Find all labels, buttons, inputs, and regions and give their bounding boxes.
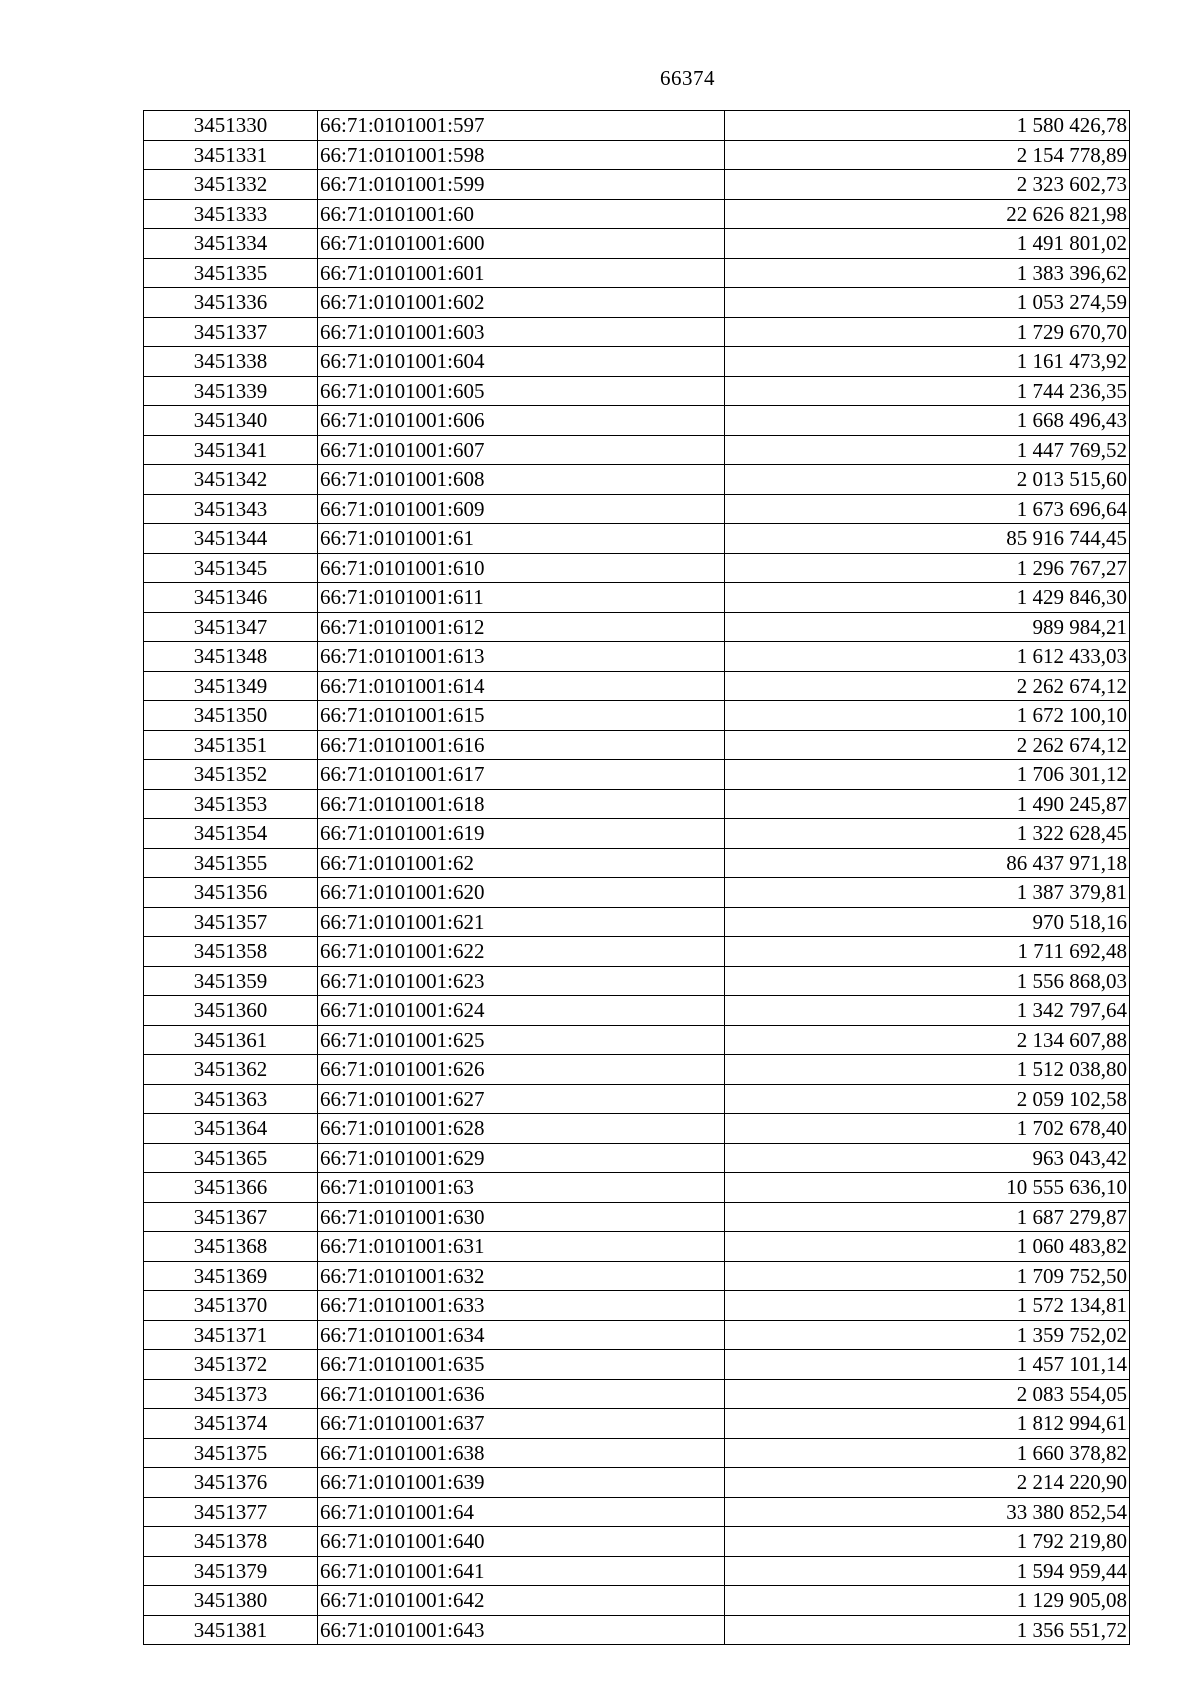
cadastral-value-cell: 1 129 905,08 [725,1586,1130,1616]
table-row [144,170,1130,200]
cadastral-value-cell: 1 359 752,02 [725,1320,1130,1350]
row-id-cell: 3451350 [144,701,318,731]
row-id-cell: 3451342 [144,465,318,495]
cadastral-value-cell: 1 729 670,70 [725,317,1130,347]
cadastral-number-cell: 66:71:0101001:600 [318,229,725,259]
cadastral-number-cell: 66:71:0101001:621 [318,907,725,937]
cadastral-value-cell: 1 702 678,40 [725,1114,1130,1144]
cadastral-value-cell: 1 053 274,59 [725,288,1130,318]
table-row [144,642,1130,672]
cadastral-number-cell: 66:71:0101001:643 [318,1615,725,1645]
cadastral-number-cell: 66:71:0101001:639 [318,1468,725,1498]
row-id-cell: 3451340 [144,406,318,436]
cadastral-number-cell: 66:71:0101001:628 [318,1114,725,1144]
cadastral-number-cell: 66:71:0101001:597 [318,111,725,141]
cadastral-value-cell: 1 812 994,61 [725,1409,1130,1439]
row-id-cell: 3451344 [144,524,318,554]
row-id-cell: 3451378 [144,1527,318,1557]
cadastral-number-cell: 66:71:0101001:62 [318,848,725,878]
row-id-cell: 3451360 [144,996,318,1026]
table-row [144,1350,1130,1380]
table-row [144,406,1130,436]
row-id-cell: 3451355 [144,848,318,878]
cadastral-number-cell: 66:71:0101001:612 [318,612,725,642]
row-id-cell: 3451334 [144,229,318,259]
cadastral-number-cell: 66:71:0101001:625 [318,1025,725,1055]
row-id-cell: 3451361 [144,1025,318,1055]
row-id-cell: 3451336 [144,288,318,318]
table-row [144,494,1130,524]
table-row [144,878,1130,908]
cadastral-number-cell: 66:71:0101001:607 [318,435,725,465]
cadastral-number-cell: 66:71:0101001:634 [318,1320,725,1350]
cadastral-number-cell: 66:71:0101001:609 [318,494,725,524]
table-row [144,848,1130,878]
row-id-cell: 3451366 [144,1173,318,1203]
cadastral-value-cell: 963 043,42 [725,1143,1130,1173]
table-row [144,465,1130,495]
cadastral-value-cell: 1 457 101,14 [725,1350,1130,1380]
row-id-cell: 3451353 [144,789,318,819]
cadastral-value-cell: 1 594 959,44 [725,1556,1130,1586]
cadastral-number-cell: 66:71:0101001:642 [318,1586,725,1616]
cadastral-value-cell: 989 984,21 [725,612,1130,642]
table-row [144,1438,1130,1468]
cadastral-value-cell: 2 262 674,12 [725,671,1130,701]
table-row [144,1586,1130,1616]
table-row [144,583,1130,613]
row-id-cell: 3451371 [144,1320,318,1350]
cadastral-value-cell: 1 672 100,10 [725,701,1130,731]
row-id-cell: 3451372 [144,1350,318,1380]
table-row [144,1055,1130,1085]
cadastral-value-cell: 1 490 245,87 [725,789,1130,819]
table-row [144,1114,1130,1144]
table-row [144,1025,1130,1055]
cadastral-value-cell: 1 572 134,81 [725,1291,1130,1321]
page-number: 66374 [660,66,715,90]
row-id-cell: 3451373 [144,1379,318,1409]
cadastral-number-cell: 66:71:0101001:627 [318,1084,725,1114]
cadastral-number-cell: 66:71:0101001:599 [318,170,725,200]
cadastral-value-cell: 1 491 801,02 [725,229,1130,259]
table-row [144,288,1130,318]
cadastral-value-cell: 1 792 219,80 [725,1527,1130,1557]
row-id-cell: 3451331 [144,140,318,170]
cadastral-number-cell: 66:71:0101001:60 [318,199,725,229]
cadastral-value-cell: 1 512 038,80 [725,1055,1130,1085]
row-id-cell: 3451359 [144,966,318,996]
table-row [144,1084,1130,1114]
cadastral-value-cell: 1 660 378,82 [725,1438,1130,1468]
table-row [144,612,1130,642]
row-id-cell: 3451370 [144,1291,318,1321]
row-id-cell: 3451347 [144,612,318,642]
cadastral-value-cell: 1 612 433,03 [725,642,1130,672]
cadastral-number-cell: 66:71:0101001:622 [318,937,725,967]
cadastral-value-cell: 1 429 846,30 [725,583,1130,613]
row-id-cell: 3451348 [144,642,318,672]
cadastral-value-cell: 22 626 821,98 [725,199,1130,229]
table-row [144,1202,1130,1232]
table-row [144,907,1130,937]
table-body [144,111,1130,1645]
table-row [144,229,1130,259]
table-row [144,317,1130,347]
cadastral-value-cell: 2 323 602,73 [725,170,1130,200]
cadastral-value-cell: 1 744 236,35 [725,376,1130,406]
cadastral-value-cell: 1 706 301,12 [725,760,1130,790]
row-id-cell: 3451380 [144,1586,318,1616]
row-id-cell: 3451352 [144,760,318,790]
cadastral-value-cell: 2 134 607,88 [725,1025,1130,1055]
row-id-cell: 3451339 [144,376,318,406]
table-row [144,1261,1130,1291]
cadastral-value-cell: 1 711 692,48 [725,937,1130,967]
table-row [144,347,1130,377]
cadastral-number-cell: 66:71:0101001:606 [318,406,725,436]
cadastral-value-cell: 1 673 696,64 [725,494,1130,524]
row-id-cell: 3451354 [144,819,318,849]
cadastral-number-cell: 66:71:0101001:613 [318,642,725,672]
table-row [144,996,1130,1026]
cadastral-number-cell: 66:71:0101001:630 [318,1202,725,1232]
row-id-cell: 3451374 [144,1409,318,1439]
cadastral-value-cell: 970 518,16 [725,907,1130,937]
cadastral-number-cell: 66:71:0101001:623 [318,966,725,996]
cadastral-number-cell: 66:71:0101001:618 [318,789,725,819]
cadastral-number-cell: 66:71:0101001:614 [318,671,725,701]
cadastral-value-cell: 2 059 102,58 [725,1084,1130,1114]
table-row [144,1409,1130,1439]
table-row [144,730,1130,760]
cadastral-value-cell: 1 060 483,82 [725,1232,1130,1262]
cadastral-number-cell: 66:71:0101001:619 [318,819,725,849]
row-id-cell: 3451363 [144,1084,318,1114]
row-id-cell: 3451332 [144,170,318,200]
table-row [144,1291,1130,1321]
table-row [144,1556,1130,1586]
cadastral-value-cell: 1 556 868,03 [725,966,1130,996]
table-row [144,1143,1130,1173]
cadastral-number-cell: 66:71:0101001:632 [318,1261,725,1291]
cadastral-value-cell: 1 447 769,52 [725,435,1130,465]
table-row [144,789,1130,819]
table-row [144,937,1130,967]
row-id-cell: 3451346 [144,583,318,613]
cadastral-value-cell: 1 296 767,27 [725,553,1130,583]
row-id-cell: 3451356 [144,878,318,908]
cadastral-number-cell: 66:71:0101001:611 [318,583,725,613]
row-id-cell: 3451364 [144,1114,318,1144]
row-id-cell: 3451379 [144,1556,318,1586]
cadastral-number-cell: 66:71:0101001:616 [318,730,725,760]
cadastral-number-cell: 66:71:0101001:605 [318,376,725,406]
row-id-cell: 3451341 [144,435,318,465]
cadastral-value-cell: 1 322 628,45 [725,819,1130,849]
table-row [144,1232,1130,1262]
table-row [144,553,1130,583]
cadastral-number-cell: 66:71:0101001:64 [318,1497,725,1527]
cadastral-number-cell: 66:71:0101001:604 [318,347,725,377]
row-id-cell: 3451343 [144,494,318,524]
cadastral-value-cell: 1 356 551,72 [725,1615,1130,1645]
row-id-cell: 3451377 [144,1497,318,1527]
row-id-cell: 3451349 [144,671,318,701]
cadastral-value-cell: 1 161 473,92 [725,347,1130,377]
cadastral-value-cell: 2 214 220,90 [725,1468,1130,1498]
cadastral-number-cell: 66:71:0101001:636 [318,1379,725,1409]
cadastral-number-cell: 66:71:0101001:641 [318,1556,725,1586]
cadastral-number-cell: 66:71:0101001:640 [318,1527,725,1557]
cadastral-value-cell: 86 437 971,18 [725,848,1130,878]
table-row [144,671,1130,701]
row-id-cell: 3451333 [144,199,318,229]
row-id-cell: 3451330 [144,111,318,141]
row-id-cell: 3451358 [144,937,318,967]
cadastral-number-cell: 66:71:0101001:601 [318,258,725,288]
row-id-cell: 3451351 [144,730,318,760]
cadastral-value-cell: 1 383 396,62 [725,258,1130,288]
cadastral-number-cell: 66:71:0101001:608 [318,465,725,495]
row-id-cell: 3451338 [144,347,318,377]
row-id-cell: 3451345 [144,553,318,583]
cadastral-value-cell: 1 687 279,87 [725,1202,1130,1232]
cadastral-number-cell: 66:71:0101001:598 [318,140,725,170]
cadastral-value-cell: 1 709 752,50 [725,1261,1130,1291]
cadastral-value-cell: 85 916 744,45 [725,524,1130,554]
cadastral-number-cell: 66:71:0101001:629 [318,1143,725,1173]
cadastral-value-cell: 1 342 797,64 [725,996,1130,1026]
row-id-cell: 3451335 [144,258,318,288]
cadastral-value-cell: 33 380 852,54 [725,1497,1130,1527]
cadastral-value-cell: 2 154 778,89 [725,140,1130,170]
row-id-cell: 3451369 [144,1261,318,1291]
table-row [144,760,1130,790]
table-row [144,1468,1130,1498]
row-id-cell: 3451362 [144,1055,318,1085]
table-row [144,701,1130,731]
cadastral-number-cell: 66:71:0101001:602 [318,288,725,318]
table-row [144,966,1130,996]
cadastral-value-cell: 1 580 426,78 [725,111,1130,141]
cadastral-value-cell: 2 013 515,60 [725,465,1130,495]
table-row [144,1379,1130,1409]
cadastral-number-cell: 66:71:0101001:63 [318,1173,725,1203]
row-id-cell: 3451367 [144,1202,318,1232]
cadastral-number-cell: 66:71:0101001:610 [318,553,725,583]
cadastral-number-cell: 66:71:0101001:624 [318,996,725,1026]
row-id-cell: 3451381 [144,1615,318,1645]
cadastral-number-cell: 66:71:0101001:637 [318,1409,725,1439]
row-id-cell: 3451357 [144,907,318,937]
cadastral-number-cell: 66:71:0101001:635 [318,1350,725,1380]
table-row [144,435,1130,465]
cadastral-value-cell: 2 262 674,12 [725,730,1130,760]
table-row [144,111,1130,141]
row-id-cell: 3451365 [144,1143,318,1173]
cadastral-value-table [143,110,1130,1645]
cadastral-value-cell: 1 387 379,81 [725,878,1130,908]
table-row [144,1173,1130,1203]
cadastral-value-cell: 1 668 496,43 [725,406,1130,436]
cadastral-number-cell: 66:71:0101001:620 [318,878,725,908]
cadastral-number-cell: 66:71:0101001:615 [318,701,725,731]
cadastral-number-cell: 66:71:0101001:61 [318,524,725,554]
table-row [144,1497,1130,1527]
table-row [144,258,1130,288]
table-row [144,524,1130,554]
cadastral-number-cell: 66:71:0101001:603 [318,317,725,347]
row-id-cell: 3451375 [144,1438,318,1468]
cadastral-number-cell: 66:71:0101001:638 [318,1438,725,1468]
table-row [144,199,1130,229]
table-row [144,1320,1130,1350]
cadastral-number-cell: 66:71:0101001:631 [318,1232,725,1262]
cadastral-number-cell: 66:71:0101001:617 [318,760,725,790]
table-row [144,1615,1130,1645]
row-id-cell: 3451368 [144,1232,318,1262]
row-id-cell: 3451376 [144,1468,318,1498]
table-row [144,376,1130,406]
table-row [144,140,1130,170]
cadastral-value-cell: 2 083 554,05 [725,1379,1130,1409]
row-id-cell: 3451337 [144,317,318,347]
cadastral-number-cell: 66:71:0101001:626 [318,1055,725,1085]
table-row [144,1527,1130,1557]
cadastral-value-cell: 10 555 636,10 [725,1173,1130,1203]
cadastral-number-cell: 66:71:0101001:633 [318,1291,725,1321]
table-row [144,819,1130,849]
